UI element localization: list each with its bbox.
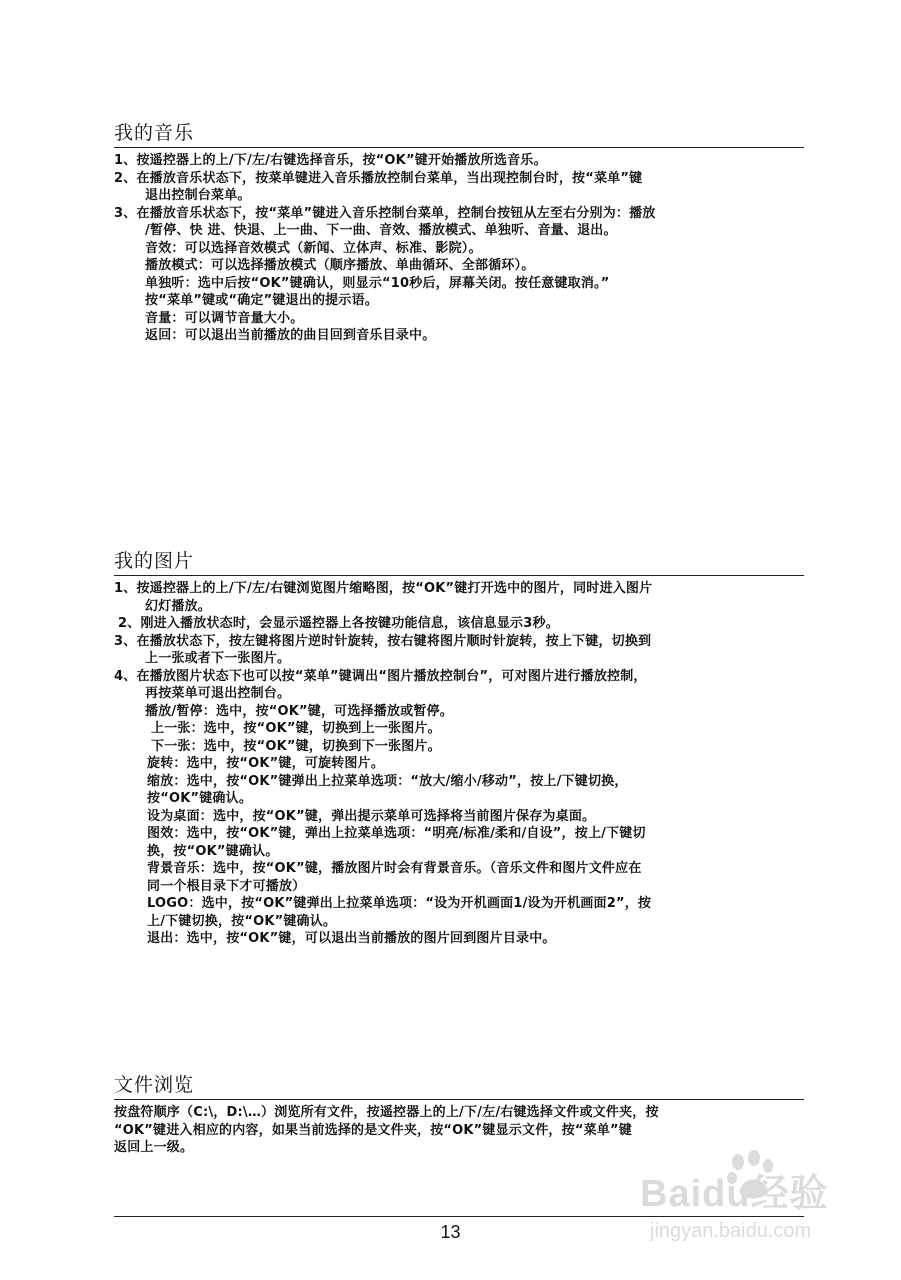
- paragraph-line: 缩放：选中，按“OK”键弹出上拉菜单选项：“放大/缩小/移动”，按上/下键切换，: [147, 773, 628, 789]
- paragraph-line: 下一张：选中，按“OK”键，切换到下一张图片。: [151, 738, 441, 754]
- paragraph-line: 4、在播放图片状态下也可以按“菜单”键调出“图片播放控制台”，可对图片进行播放控制，: [114, 668, 647, 684]
- paragraph-line: 退出控制台菜单。: [145, 188, 251, 203]
- paragraph-line: 退出：选中，按“OK”键，可以退出当前播放的图片回到图片目录中。: [147, 931, 556, 946]
- paragraph-line: 3、在播放状态下，按左键将图片逆时针旋转，按右键将图片顺时针旋转，按上下键，切换到: [114, 633, 652, 649]
- paragraph-line: 换，按“OK”键确认。: [147, 843, 279, 859]
- paragraph-line: 2、刚进入播放状态时，会显示遥控器上各按键功能信息，该信息显示3秒。: [118, 616, 559, 631]
- paragraph-line: 上/下键切换，按“OK”键确认。: [147, 913, 337, 929]
- paragraph-line: 上一张：选中，按“OK”键，切换到上一张图片。: [151, 721, 441, 736]
- paragraph-line: 同一个根目录下才可播放）: [147, 878, 306, 894]
- paragraph-line: 音量：可以调节音量大小。: [145, 310, 304, 326]
- paragraph-line: 播放模式：可以选择播放模式（顺序播放、单曲循环、全部循环）。: [145, 258, 535, 273]
- paragraph-line: 返回上一级。: [114, 1140, 194, 1155]
- section-title: 我的音乐: [114, 121, 804, 148]
- section-file-browse: [114, 1073, 804, 1157]
- paragraph-line: 上一张或者下一张图片。: [145, 651, 291, 666]
- paragraph-line: 按“OK”键确认。: [147, 791, 253, 806]
- section-title: 我的图片: [114, 549, 804, 576]
- paragraph-line: 旋转：选中，按“OK”键，可旋转图片。: [147, 756, 385, 771]
- watermark-url: jingyan.baidu.com: [650, 1220, 812, 1242]
- paragraph-line: 返回：可以退出当前播放的曲目回到音乐目录中。: [145, 328, 436, 343]
- paragraph-line: 再按菜单可退出控制台。: [145, 686, 291, 701]
- paragraph-line: 按“菜单”键或“确定”键退出的提示语。: [145, 293, 378, 308]
- watermark-brand: Baidu经验: [640, 1173, 829, 1215]
- section-title: 文件浏览: [114, 1073, 804, 1100]
- section-my-music: [114, 121, 804, 345]
- footer-divider: [114, 1216, 804, 1217]
- paragraph-line: 按盘符顺序（C:\，D:\…）浏览所有文件，按遥控器上的上/下/左/右键选择文件或文件夹，按: [114, 1105, 659, 1120]
- paragraph-line: 1、按遥控器上的上/下/左/右键浏览图片缩略图，按“OK”键打开选中的图片，同时进入图片: [114, 581, 653, 596]
- paragraph-line: 图效：选中，按“OK”键，弹出上拉菜单选项：“明亮/标准/柔和/自设”，按上/下键切: [147, 826, 646, 841]
- paragraph-line: 1、按遥控器上的上/下/左/右键选择音乐，按“OK”键开始播放所选音乐。: [114, 153, 547, 168]
- section-my-pictures: [114, 549, 804, 948]
- paragraph-line: 播放/暂停：选中，按“OK”键，可选择播放或暂停。: [145, 703, 453, 719]
- paragraph-line: 音效：可以选择音效模式（新闻、立体声、标准、影院）。: [145, 240, 482, 256]
- paragraph-line: 设为桌面：选中，按“OK”键，弹出提示菜单可选择将当前图片保存为桌面。: [147, 808, 596, 824]
- paragraph-line: 3、在播放音乐状态下，按“菜单”键进入音乐控制台菜单，控制台按钮从左至右分别为：播放: [114, 205, 656, 221]
- paragraph-line: /暂停、快 进、快退、上一曲、下一曲、音效、播放模式、单独听、音量、退出。: [145, 223, 617, 238]
- paragraph-line: 幻灯播放。: [145, 598, 212, 614]
- page-number: 13: [440, 1222, 461, 1242]
- paragraph-line: 2、在播放音乐状态下，按菜单键进入音乐播放控制台菜单，当出现控制台时，按“菜单”键: [114, 170, 643, 186]
- paragraph-line: LOGO：选中，按“OK”键弹出上拉菜单选项：“设为开机画面1/设为开机画面2”，按: [147, 896, 652, 911]
- baidu-watermark: [640, 1150, 860, 1270]
- paragraph-line: 背景音乐：选中，按“OK”键，播放图片时会有背景音乐。（音乐文件和图片文件应在: [147, 861, 642, 876]
- paragraph-line: 单独听：选中后按“OK”键确认，则显示“10秒后，屏幕关闭。按任意键取消。”: [145, 275, 610, 291]
- paragraph-line: “OK”键进入相应的内容，如果当前选择的是文件夹，按“OK”键显示文件，按“菜单”键: [114, 1122, 632, 1138]
